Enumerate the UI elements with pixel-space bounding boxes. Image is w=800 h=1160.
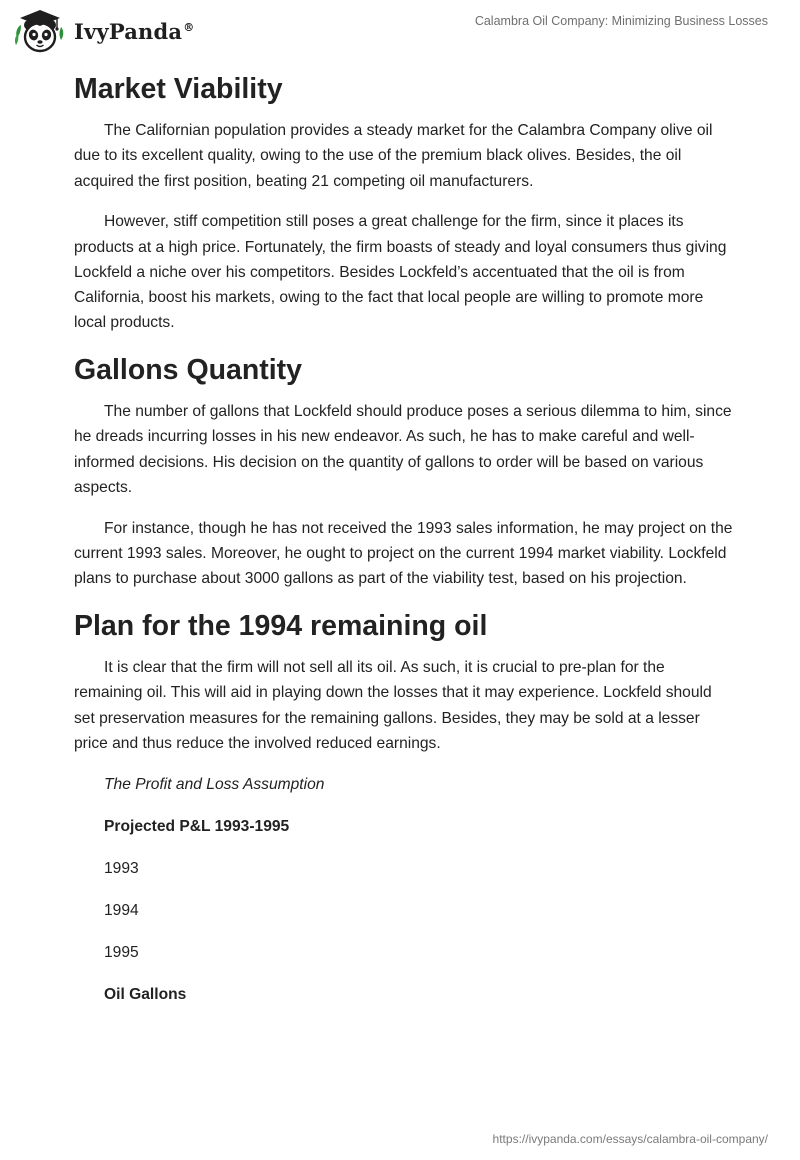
panda-graduation-cap-icon — [14, 8, 66, 54]
essay-content — [74, 70, 734, 1024]
running-title: Calambra Oil Company: Minimizing Business Losses — [474, 14, 768, 28]
section-heading: Gallons Quantity — [74, 354, 303, 387]
pl-table — [74, 772, 734, 1007]
section-gallons-quantity — [74, 351, 734, 591]
table-year-cell: 1993 — [104, 859, 139, 877]
paragraph: For instance, though he has not received the 1993 sales information, he may project on the current 1993 sales. Moreover, he ought to project on the current 1994 market viability. Lockfeld plans to purchase about 3000 gallons as part of the viability test, based on his projection. — [74, 519, 733, 588]
table-row-label: Oil Gallons — [104, 985, 187, 1003]
section-heading: Plan for the 1994 remaining oil — [74, 610, 488, 643]
table-year-cell: 1994 — [104, 901, 139, 919]
paragraph: The Californian population provides a steady market for the Calambra Company olive oil due to its excellent quality, owing to the use of the premium black olives. Besides, the oil acquired the first position, beating 21 competing oil manufacturers. — [74, 122, 713, 190]
source-url[interactable]: https://ivypanda.com/essays/calambra-oil-company/ — [492, 1132, 768, 1146]
section-market-viability — [74, 70, 734, 336]
paragraph: However, stiff competition still poses a great challenge for the firm, since it places its products at a high price. Fortunately, the firm boasts of steady and loyal consumers thus giving Lockfeld a niche over his competitors. Besides Lockfeld’s accentuated that the oil is from California, boost his markets, owing to the fact that local people are willing to promote more local products. — [74, 213, 727, 332]
table-title: Projected P&L 1993-1995 — [104, 817, 290, 835]
brand-logo[interactable] — [14, 8, 194, 54]
paragraph: The number of gallons that Lockfeld should produce poses a serious dilemma to him, since he dreads incurring losses in his new endeavor. As such, he has to make careful and well-informed decisions. His decision on the quantity of gallons to order will be based on various aspects. — [74, 403, 732, 497]
registered-mark: ® — [183, 20, 195, 34]
section-heading: Market Viability — [74, 73, 283, 105]
table-caption: The Profit and Loss Assumption — [104, 775, 325, 793]
table-year-cell: 1995 — [104, 943, 139, 961]
paragraph: It is clear that the firm will not sell all its oil. As such, it is crucial to pre-plan for the remaining oil. This will aid in playing down the losses that it may experience. Lockfeld should set preservation measures for the remaining gallons. Besides, they may be sold at a lesser price and thus reduce the involved reduced earnings. — [74, 659, 712, 752]
section-remaining-oil-plan — [74, 607, 734, 756]
brand-name: IvyPanda® — [74, 18, 195, 44]
page-header — [0, 0, 800, 64]
